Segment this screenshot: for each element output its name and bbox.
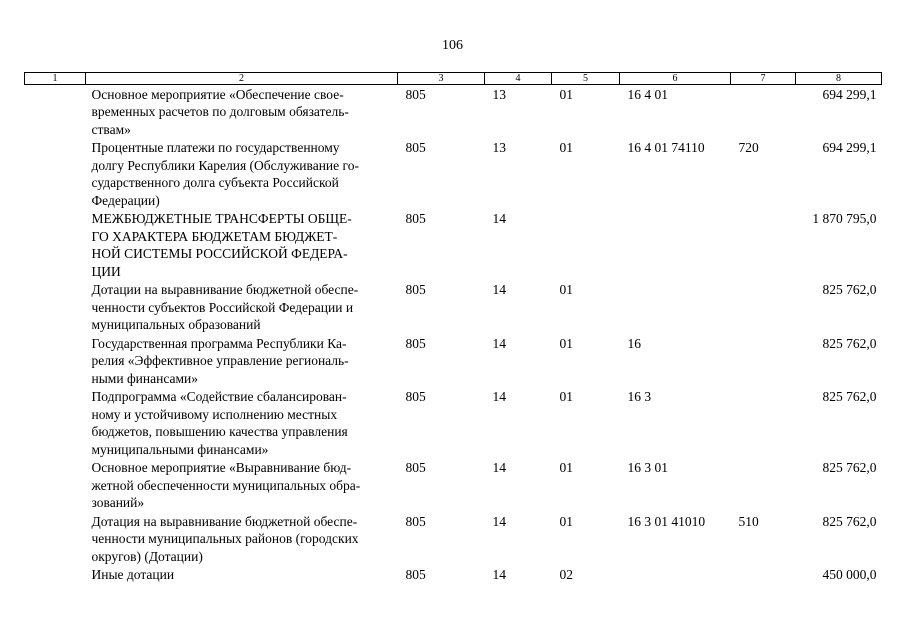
description-line: временных расчетов по долговым обязатель-	[91, 104, 349, 119]
expense-type-code	[731, 281, 796, 335]
table-row	[25, 139, 882, 210]
row-description	[86, 210, 398, 281]
expense-type-code: 720	[738, 140, 759, 155]
amount: 825 762,0	[822, 460, 877, 475]
ministry-code: 805	[405, 140, 426, 155]
row-number-cell	[25, 281, 86, 335]
row-number-cell	[25, 566, 86, 585]
row-number-cell	[25, 85, 86, 139]
ministry-code: 805	[405, 211, 426, 226]
subsection-code: 01	[559, 140, 573, 155]
amount: 694 299,1	[822, 140, 877, 155]
row-description	[86, 85, 398, 139]
table-row	[25, 210, 882, 281]
amount: 825 762,0	[822, 389, 877, 404]
target-article-code: 16	[627, 335, 641, 351]
section-code: 14	[492, 460, 506, 475]
description-line: Подпрограмма «Содействие сбалансирован-	[91, 389, 347, 404]
description-line: Иные дотации	[91, 567, 175, 582]
subsection-code	[552, 210, 620, 281]
section-code: 13	[492, 86, 506, 102]
amount: 1 870 795,0	[812, 211, 877, 226]
description-line: МЕЖБЮДЖЕТНЫЕ ТРАНСФЕРТЫ ОБЩЕ-	[91, 211, 352, 226]
expense-type-code	[731, 459, 796, 513]
description-line: жетной обеспеченности муниципальных обра-	[91, 477, 361, 493]
expense-type-code	[731, 210, 796, 281]
target-article-code: 16 3	[627, 389, 652, 404]
description-line: зований»	[91, 495, 145, 510]
table-row	[25, 281, 882, 335]
description-line: ЦИИ	[91, 263, 121, 279]
table-row	[25, 459, 882, 513]
description-line: НОЙ СИСТЕМЫ РОССИЙСКОЙ ФЕДЕРА-	[91, 246, 348, 261]
target-article-code: 16 4 01 74110	[627, 140, 705, 155]
table-row	[25, 388, 882, 459]
description-line: ГО ХАРАКТЕРА БЮДЖЕТАМ БЮДЖЕТ-	[91, 228, 338, 244]
row-description	[86, 566, 398, 585]
description-line: ченности муниципальных районов (городских	[91, 531, 359, 546]
description-line: релия «Эффективное управление региональ-	[91, 353, 349, 368]
subsection-code: 01	[559, 86, 573, 102]
table-row	[25, 334, 882, 388]
header-col-8: 8	[796, 73, 882, 85]
target-article-code	[620, 566, 731, 585]
ministry-code: 805	[405, 460, 426, 475]
target-article-code: 16 3 01 41010	[627, 513, 706, 529]
ministry-code: 805	[405, 567, 426, 582]
header-row	[25, 73, 882, 85]
description-line: Основное мероприятие «Выравнивание бюд-	[91, 460, 352, 475]
header-col-7: 7	[731, 73, 796, 85]
subsection-code: 01	[559, 389, 573, 404]
section-code: 14	[492, 389, 506, 404]
expense-type-code	[731, 566, 796, 585]
subsection-code: 02	[559, 567, 573, 582]
amount: 825 762,0	[822, 513, 877, 529]
subsection-code: 01	[559, 513, 573, 529]
description-line: ствам»	[91, 121, 131, 137]
ministry-code: 805	[405, 282, 426, 297]
row-number-cell	[25, 334, 86, 388]
header-col-6: 6	[620, 73, 731, 85]
description-line: Государственная программа Республики Ка-	[91, 335, 347, 351]
amount: 825 762,0	[822, 282, 877, 297]
description-line: Процентные платежи по государственному	[91, 140, 340, 155]
description-line: Дотации на выравнивание бюджетной обеспе-	[91, 282, 359, 297]
amount: 825 762,0	[822, 335, 877, 351]
header-col-4: 4	[485, 73, 552, 85]
description-line: долгу Республики Карелия (Обслуживание го-	[91, 157, 359, 173]
description-line: муниципальных образований	[91, 317, 261, 332]
description-line: ному и устойчивому исполнению местных	[91, 406, 338, 422]
budget-table	[24, 72, 882, 584]
table-row	[25, 85, 882, 139]
section-code: 14	[492, 567, 506, 582]
description-line: Основное мероприятие «Обеспечение свое-	[91, 86, 344, 102]
description-line: ными финансами»	[91, 370, 199, 386]
expense-type-code	[731, 85, 796, 139]
table-body	[25, 85, 882, 585]
subsection-code: 01	[559, 460, 573, 475]
section-code: 14	[492, 282, 506, 297]
header-col-5: 5	[552, 73, 620, 85]
description-line: Дотация на выравнивание бюджетной обеспе-	[91, 513, 358, 529]
subsection-code: 01	[559, 282, 573, 297]
row-description	[86, 459, 398, 513]
table-header	[25, 73, 882, 85]
amount: 450 000,0	[822, 567, 877, 582]
expense-type-code	[731, 388, 796, 459]
target-article-code: 16 4 01	[627, 86, 668, 102]
description-line: округов) (Дотации)	[91, 548, 203, 564]
target-article-code: 16 3 01	[627, 460, 668, 475]
target-article-code	[620, 281, 731, 335]
section-code: 14	[492, 335, 506, 351]
section-code: 14	[492, 513, 506, 529]
row-number-cell	[25, 210, 86, 281]
header-col-2: 2	[86, 73, 398, 85]
row-description	[86, 388, 398, 459]
amount: 694 299,1	[822, 86, 877, 102]
expense-type-code: 510	[738, 513, 759, 529]
row-number-cell	[25, 388, 86, 459]
section-code: 13	[492, 140, 506, 155]
ministry-code: 805	[405, 389, 426, 404]
row-number-cell	[25, 459, 86, 513]
table-row	[25, 512, 882, 566]
description-line: сударственного долга субъекта Российской	[91, 175, 339, 190]
description-line: Федерации)	[91, 192, 160, 208]
description-line: муниципальными финансами»	[91, 441, 269, 457]
row-description	[86, 512, 398, 566]
description-line: ченности субъектов Российской Федерации и	[91, 299, 354, 315]
page-number: 106	[442, 38, 463, 53]
header-col-1: 1	[25, 73, 86, 85]
ministry-code: 805	[405, 86, 426, 102]
row-number-cell	[25, 512, 86, 566]
section-code: 14	[492, 211, 506, 226]
table-row	[25, 566, 882, 585]
subsection-code: 01	[559, 335, 573, 351]
row-description	[86, 139, 398, 210]
row-number-cell	[25, 139, 86, 210]
target-article-code	[620, 210, 731, 281]
description-line: бюджетов, повышению качества управления	[91, 424, 348, 439]
header-col-3: 3	[398, 73, 485, 85]
row-description	[86, 334, 398, 388]
row-description	[86, 281, 398, 335]
ministry-code: 805	[405, 513, 426, 529]
expense-type-code	[731, 334, 796, 388]
ministry-code: 805	[405, 335, 426, 351]
